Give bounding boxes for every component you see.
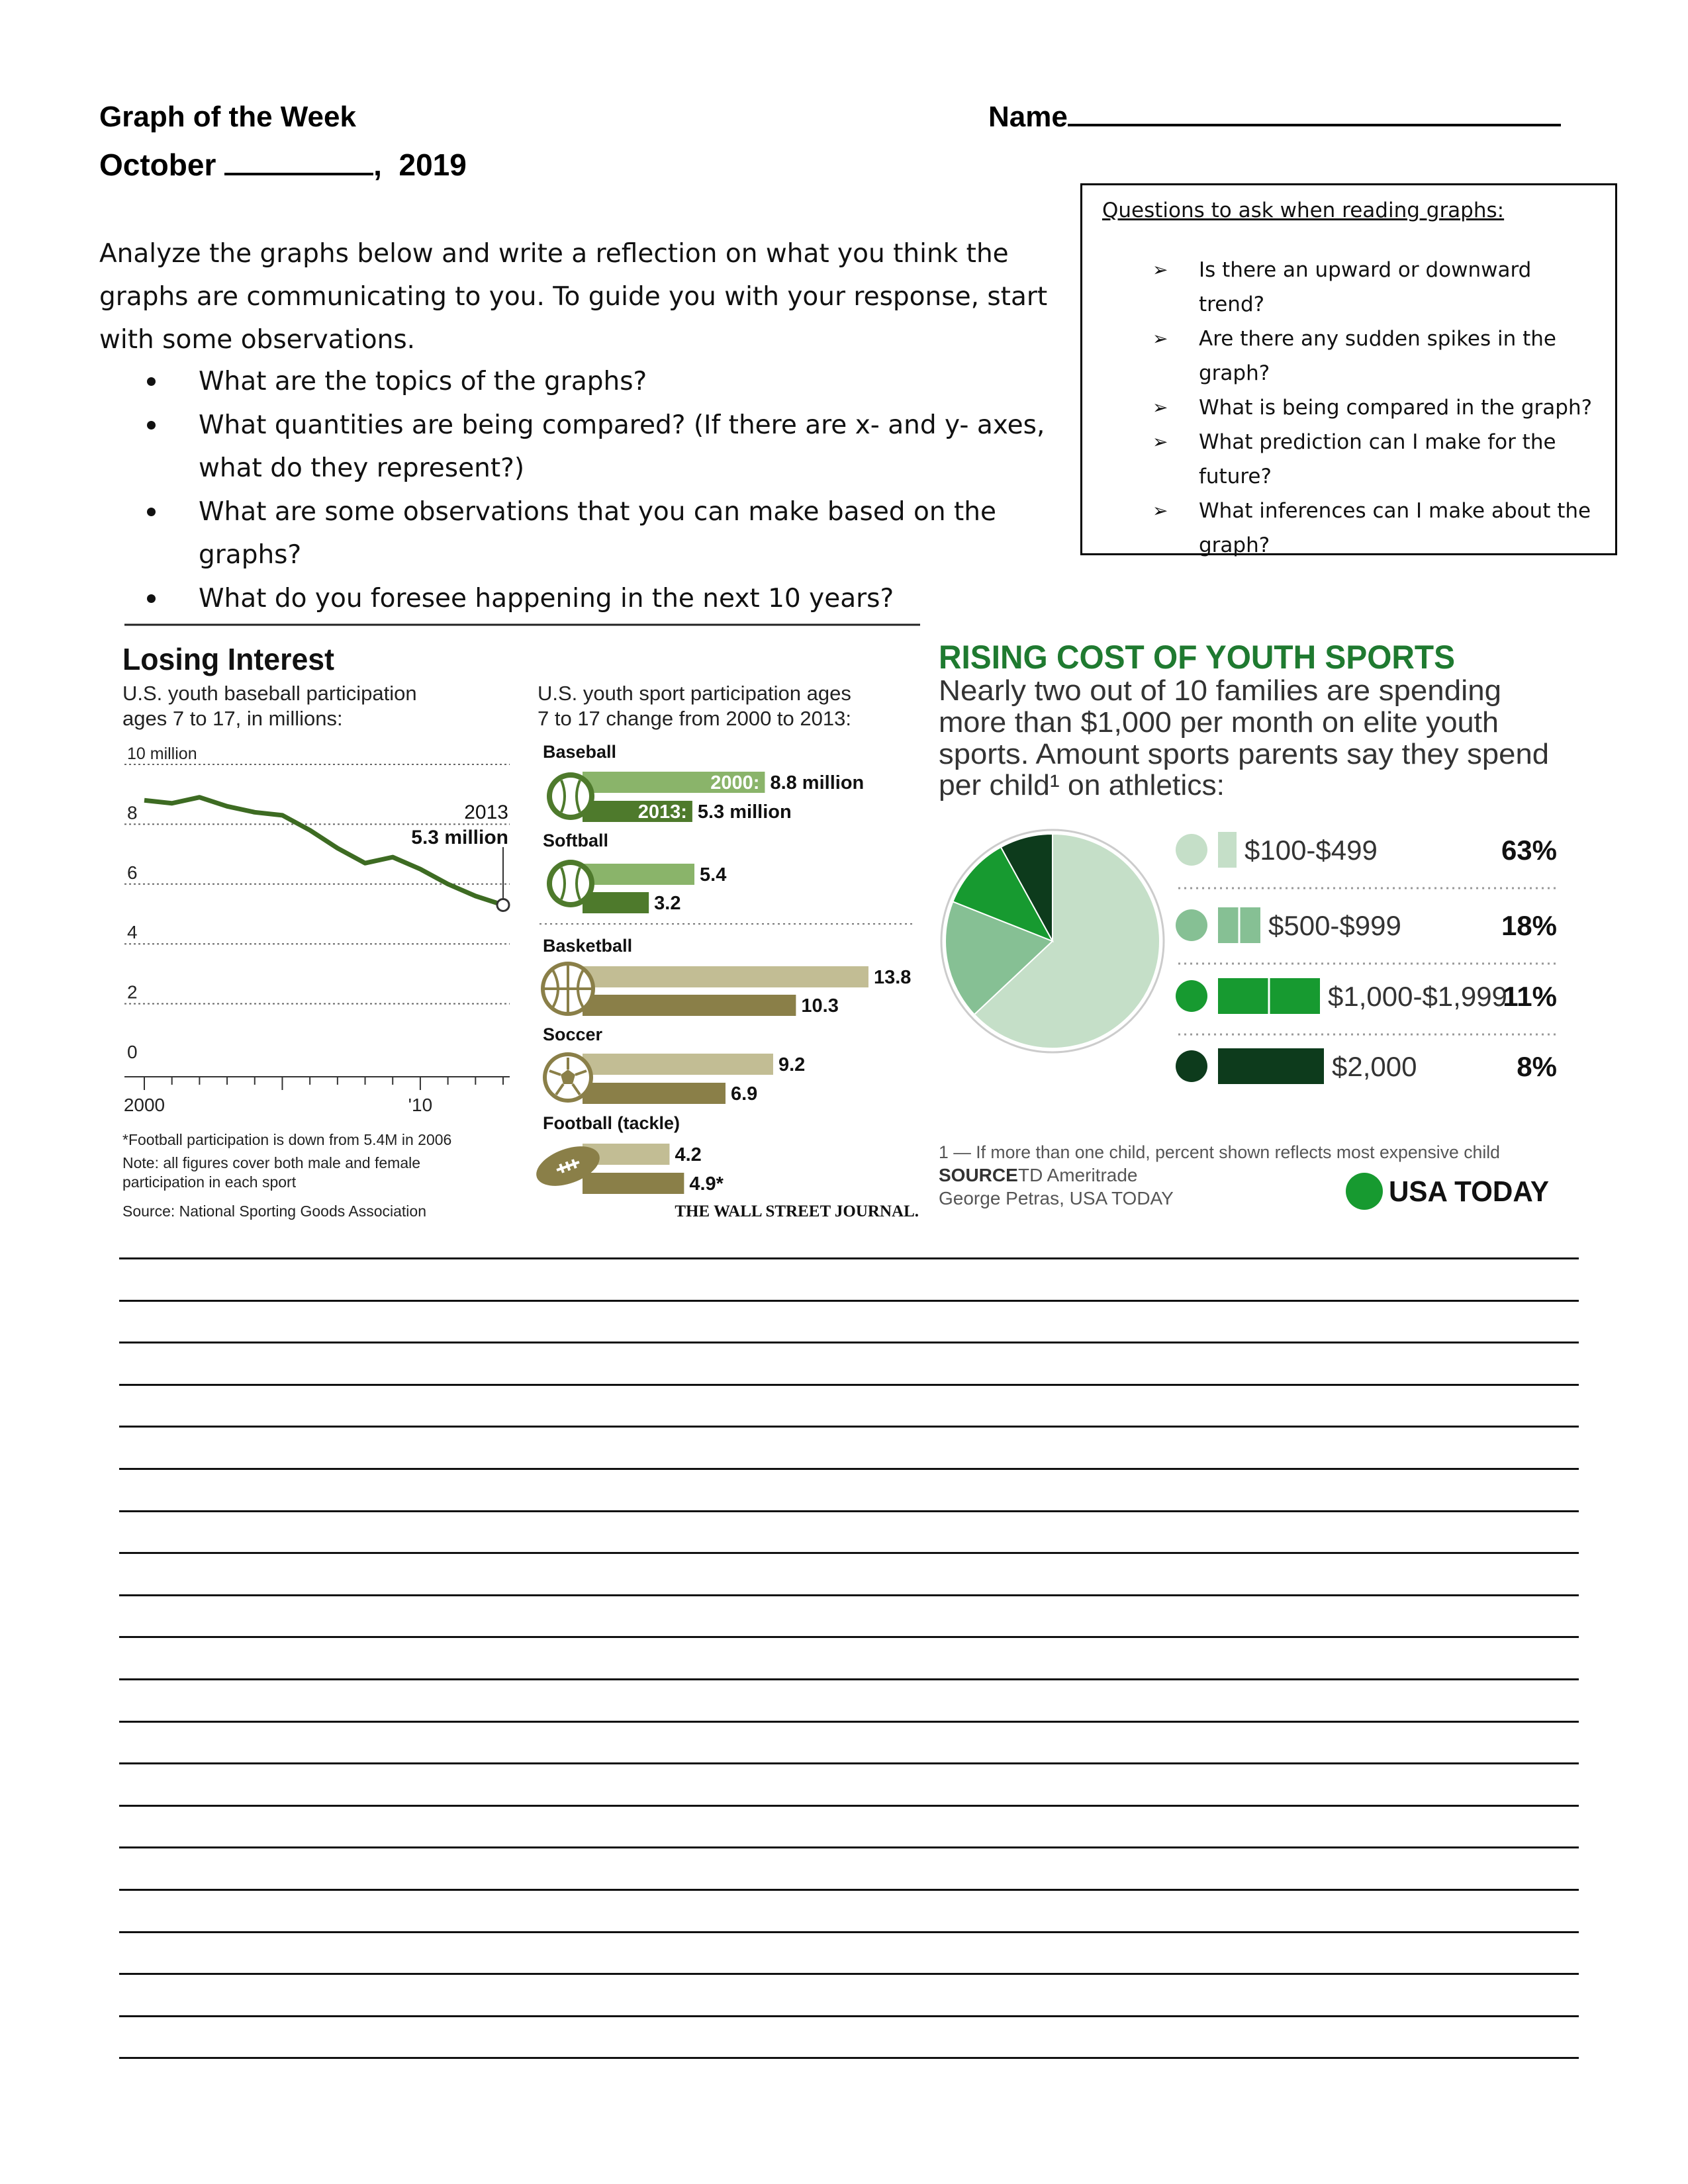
- bar-2013: [583, 1173, 684, 1194]
- legend-label: $500-$999: [1268, 910, 1401, 941]
- bar-value-label: 3.2: [654, 893, 681, 914]
- date-year: , 2019: [373, 148, 467, 182]
- legend-percent: 63%: [1501, 835, 1557, 866]
- y-tick-label: 2: [127, 981, 138, 1003]
- writing-line[interactable]: [119, 1510, 1579, 1512]
- intro-paragraph: Analyze the graphs below and write a reflection on what you think the graphs are communicating to you. To guide you with your response, start with some observations.: [99, 239, 1048, 355]
- usa-pie-chart: [941, 830, 1164, 1052]
- usa-today-dot-icon: [1346, 1173, 1383, 1210]
- bar-value-label: 5.4: [700, 864, 727, 886]
- intro-bullet-text: What do you foresee happening in the next 10 years?: [199, 584, 894, 614]
- legend-dot-icon: [1176, 909, 1207, 941]
- usa-title: RISING COST OF YOUTH SPORTS: [939, 639, 1455, 676]
- writing-line[interactable]: [119, 1721, 1579, 1723]
- legend-percent: 11%: [1503, 981, 1557, 1012]
- legend-label: $100-$499: [1244, 835, 1378, 866]
- bar-2000: [583, 1054, 773, 1075]
- bar-2013: [583, 1083, 726, 1104]
- arrow-bullet-icon: ➢: [1152, 328, 1168, 349]
- baseball-icon: [547, 772, 594, 820]
- name-label: Name: [988, 101, 1068, 133]
- bar-2000: [583, 864, 694, 885]
- writing-line[interactable]: [119, 2057, 1579, 2059]
- y-tick-label: 10 million: [127, 745, 197, 763]
- bar-category-label: Basketball: [543, 936, 633, 956]
- writing-line[interactable]: [119, 1384, 1579, 1386]
- softball-icon: [547, 860, 594, 907]
- bar-year-label: 2000:: [710, 772, 760, 794]
- legend-bar: [1218, 1048, 1324, 1084]
- writing-line[interactable]: [119, 1257, 1579, 1259]
- bar-category-label: Soccer: [543, 1024, 603, 1044]
- writing-line[interactable]: [119, 1426, 1579, 1428]
- legend-dot-icon: [1176, 1050, 1207, 1082]
- bar-value-label: 10.3: [801, 995, 839, 1017]
- writing-line[interactable]: [119, 1594, 1579, 1596]
- bar-value-label: 6.9: [730, 1083, 758, 1105]
- bar-value-label: 4.2: [675, 1144, 702, 1165]
- question-text: Is there an upward or downward trend?: [1199, 258, 1532, 316]
- worksheet-title: Graph of the Week: [99, 101, 356, 133]
- y-tick-label: 4: [127, 922, 138, 943]
- legend-percent: 18%: [1501, 910, 1557, 941]
- legend-label: $2,000: [1332, 1051, 1417, 1082]
- writing-line[interactable]: [119, 1931, 1579, 1933]
- soccer-ball-icon: [543, 1052, 593, 1103]
- bar-category-label: Football (tackle): [543, 1113, 680, 1133]
- writing-line[interactable]: [119, 1889, 1579, 1891]
- legend-percent: 8%: [1517, 1051, 1557, 1082]
- basketball-icon: [543, 964, 593, 1014]
- writing-line[interactable]: [119, 1468, 1579, 1470]
- writing-line[interactable]: [119, 1973, 1579, 1975]
- intro-bullet-text: What quantities are being compared? (If there are x- and y- axes, what do they represent?): [199, 410, 1045, 483]
- wsj-source: Source: National Sporting Goods Association: [122, 1203, 426, 1220]
- wsj-callout-year: 2013: [464, 801, 508, 823]
- x-tick-label: 2000: [123, 1095, 165, 1115]
- wsj-callout-value: 5.3 million: [411, 827, 508, 848]
- writing-line[interactable]: [119, 1636, 1579, 1638]
- x-tick-label: '10: [408, 1095, 433, 1115]
- intro-bullet-text: What are some observations that you can make based on the graphs?: [199, 497, 996, 570]
- usa-footnote: 1 — If more than one child, percent shown reflects most expensive child: [939, 1142, 1500, 1162]
- wsj-footnote-3: participation in each sport: [122, 1173, 297, 1191]
- y-tick-label: 0: [127, 1042, 138, 1062]
- arrow-bullet-icon: ➢: [1152, 396, 1168, 418]
- bar-category-label: Softball: [543, 831, 608, 850]
- writing-line[interactable]: [119, 1846, 1579, 1848]
- wsj-footnote-1: *Football participation is down from 5.4M in 2006: [122, 1131, 452, 1148]
- y-tick-label: 6: [127, 862, 138, 883]
- bar-year-label: 2013:: [637, 801, 687, 823]
- intro-bullet-text: What are the topics of the graphs?: [199, 367, 647, 396]
- usa-subtitle-line: sports. Amount sports parents say they spend: [939, 738, 1549, 770]
- y-tick-label: 8: [127, 802, 138, 823]
- writing-line[interactable]: [119, 1762, 1579, 1764]
- writing-line[interactable]: [119, 1678, 1579, 1680]
- wsj-bar-chart: [543, 742, 911, 1195]
- legend-dot-icon: [1176, 834, 1207, 866]
- usa-subtitle-line: Nearly two out of 10 families are spending: [939, 674, 1501, 707]
- question-text: What prediction can I make for the future?: [1199, 430, 1556, 488]
- bar-value-label: 5.3 million: [697, 801, 792, 823]
- usa-subtitle-line: more than $1,000 per month on elite youth: [939, 706, 1499, 739]
- question-text: What is being compared in the graph?: [1199, 396, 1593, 420]
- bar-2013: [583, 995, 796, 1016]
- bar-category-label: Baseball: [543, 742, 617, 762]
- legend-label: $1,000-$1,999: [1328, 981, 1507, 1012]
- arrow-bullet-icon: ➢: [1152, 259, 1168, 281]
- bar-value-label: 13.8: [873, 967, 912, 988]
- wsj-line-chart: [124, 745, 510, 1115]
- writing-line[interactable]: [119, 1300, 1579, 1302]
- question-text: Are there any sudden spikes in the graph?: [1199, 327, 1556, 385]
- date-month: October: [99, 148, 216, 182]
- writing-line[interactable]: [119, 2015, 1579, 2017]
- last-point-marker: [497, 899, 509, 911]
- bar-value-label: 9.2: [778, 1054, 806, 1075]
- bar-value-label: 4.9*: [689, 1173, 724, 1195]
- legend-dot-icon: [1176, 980, 1207, 1012]
- wsj-line-subtitle-2: ages 7 to 17, in millions:: [122, 707, 343, 730]
- wsj-line-subtitle-1: U.S. youth baseball participation: [122, 682, 417, 705]
- usa-brand: USA TODAY: [1389, 1175, 1549, 1208]
- usa-subtitle-line: per child¹ on athletics:: [939, 769, 1225, 801]
- usa-legend: [1176, 832, 1557, 1084]
- wsj-title: Losing Interest: [122, 642, 334, 676]
- arrow-bullet-icon: ➢: [1152, 500, 1168, 522]
- writing-line[interactable]: [119, 1342, 1579, 1343]
- usa-source-label: SOURCE: [939, 1165, 1018, 1185]
- usa-credit: George Petras, USA TODAY: [939, 1188, 1174, 1208]
- writing-line[interactable]: [119, 1552, 1579, 1554]
- legend-bar: [1218, 832, 1237, 868]
- usa-today-logo: [1346, 1173, 1549, 1210]
- writing-line[interactable]: [119, 1805, 1579, 1807]
- wsj-brand: THE WALL STREET JOURNAL.: [675, 1203, 919, 1220]
- questions-box-title: Questions to ask when reading graphs:: [1102, 199, 1505, 222]
- baseball-participation-line: [144, 797, 503, 905]
- arrow-bullet-icon: ➢: [1152, 431, 1168, 453]
- bar-2000: [583, 966, 868, 987]
- usa-source-value: TD Ameritrade: [1018, 1165, 1138, 1185]
- wsj-bar-subtitle-2: 7 to 17 change from 2000 to 2013:: [538, 707, 851, 730]
- bar-2013: [583, 892, 649, 913]
- question-text: What inferences can I make about the graph?: [1199, 499, 1591, 557]
- bar-value-label: 8.8 million: [770, 772, 865, 794]
- wsj-footnote-2: Note: all figures cover both male and female: [122, 1154, 421, 1171]
- wsj-bar-subtitle-1: U.S. youth sport participation ages: [538, 682, 851, 705]
